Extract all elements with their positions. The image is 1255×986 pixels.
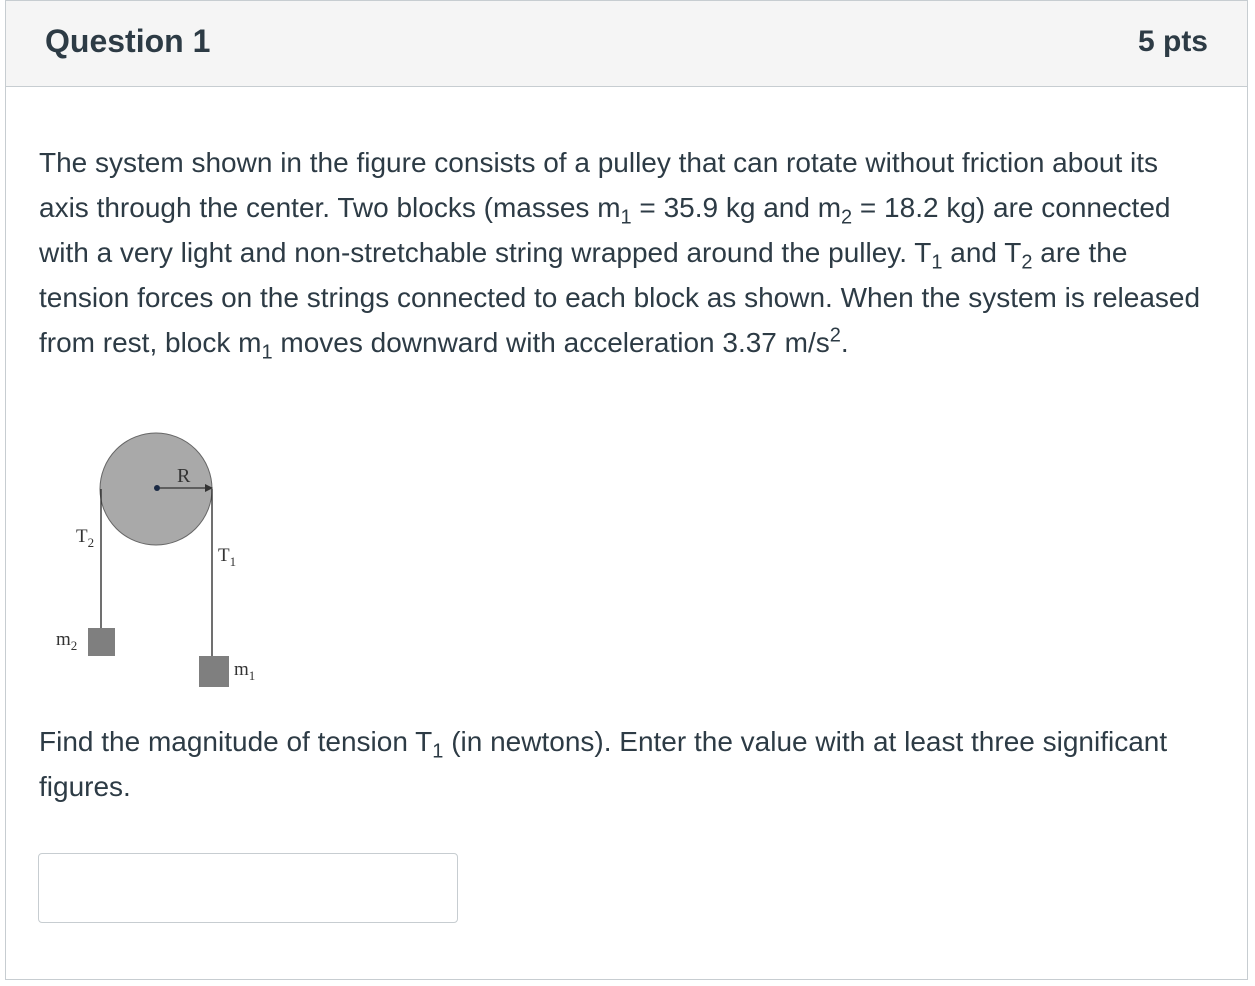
question-text-part: . xyxy=(840,327,849,358)
t1-label: $T_1$ xyxy=(218,545,237,569)
subscript: 1 xyxy=(620,206,632,229)
question-text xyxy=(39,140,1214,365)
subscript: 1 xyxy=(432,740,444,763)
subscript: 2 xyxy=(841,206,853,229)
find-text-part: (in newtons). Enter the value with at least three significant figures. xyxy=(39,726,1168,802)
subscript: 1 xyxy=(261,341,273,364)
answer-input[interactable] xyxy=(38,853,458,923)
m2-label: $m_2$ xyxy=(56,629,78,653)
question-text-part: are the tension forces on the strings connected to each block as shown. When the system is released from rest, block m xyxy=(39,237,1201,358)
m1-label: $m_1$ xyxy=(234,659,256,683)
find-text xyxy=(39,719,1214,809)
pulley-axle xyxy=(154,485,160,491)
subscript: 1 xyxy=(931,251,943,274)
t2-label: $T_2$ xyxy=(76,526,95,550)
question-header xyxy=(6,1,1247,87)
block-m2 xyxy=(88,628,115,656)
block-m1 xyxy=(199,656,229,687)
question-text-part: = 18.2 kg) are connected with a very light and non-stretchable string wrapped around the pulley. T xyxy=(39,192,1171,268)
question-text-part: and T xyxy=(942,237,1022,268)
pulley-figure xyxy=(40,425,280,700)
question-text-part: = 35.9 kg and m xyxy=(631,192,842,223)
superscript: 2 xyxy=(829,324,841,347)
question-text-part: moves downward with acceleration 3.37 m/s xyxy=(272,327,830,358)
question-title: Question 1 xyxy=(45,23,211,59)
subscript: 2 xyxy=(1021,251,1033,274)
radius-label: R xyxy=(177,465,191,487)
question-text-part: The system shown in the figure consists of a pulley that can rotate without friction about its axis through the center. Two blocks (masses m xyxy=(39,147,1159,223)
find-text-part: Find the magnitude of tension T xyxy=(39,726,433,757)
question-points: 5 pts xyxy=(1137,25,1208,58)
